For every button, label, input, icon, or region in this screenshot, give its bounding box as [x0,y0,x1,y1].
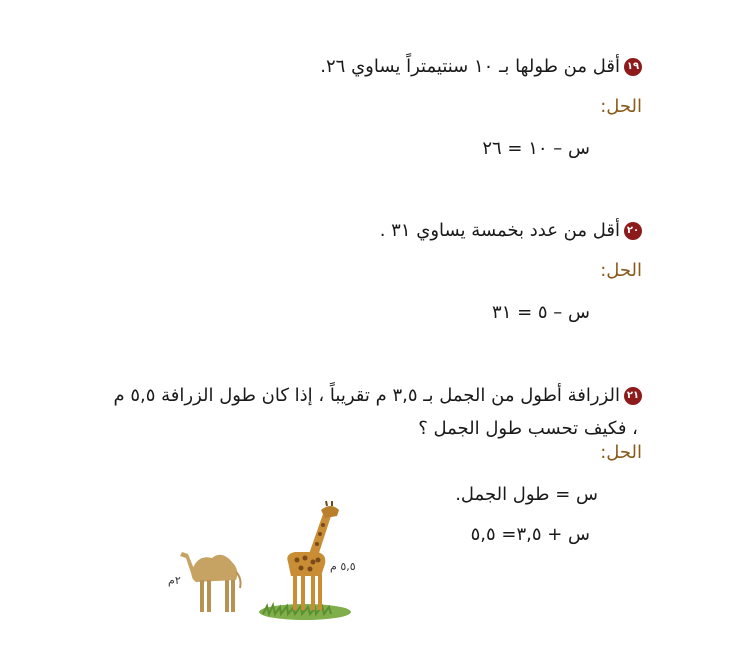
camel-height-caption: ٢م [168,574,181,587]
question-text: أقل من طولها بـ ١٠ سنتيمتراً يساوي ٢٦. [320,56,620,77]
camel-illustration [170,540,250,615]
equation: س – ٥ = ٣١ [492,302,590,323]
question-number-badge: ١٩ [624,58,642,76]
solution-label: الحل: [600,260,642,281]
question-number-badge: ٢٠ [624,222,642,240]
equation: س – ١٠ = ٢٦ [482,138,590,159]
question-20 [380,220,642,241]
equation: س = طول الجمل. [455,484,598,505]
question-number-badge: ٢١ [624,387,642,405]
question-21 [113,385,642,406]
equation: س + ٣,٥= ٥,٥ [470,524,590,545]
question-text: أقل من عدد بخمسة يساوي ٣١ . [379,220,620,241]
question-text-continued: ، فكيف تحسب طول الجمل ؟ [418,418,638,439]
giraffe-height-caption: ٥,٥ م [330,560,356,573]
solution-label: الحل: [600,442,642,463]
question-19 [320,56,642,77]
solution-label: الحل: [600,96,642,117]
question-text: الزرافة أطول من الجمل بـ ٣,٥ م تقريباً ، إذا كان طول الزرافة ٥,٥ م [113,385,620,406]
